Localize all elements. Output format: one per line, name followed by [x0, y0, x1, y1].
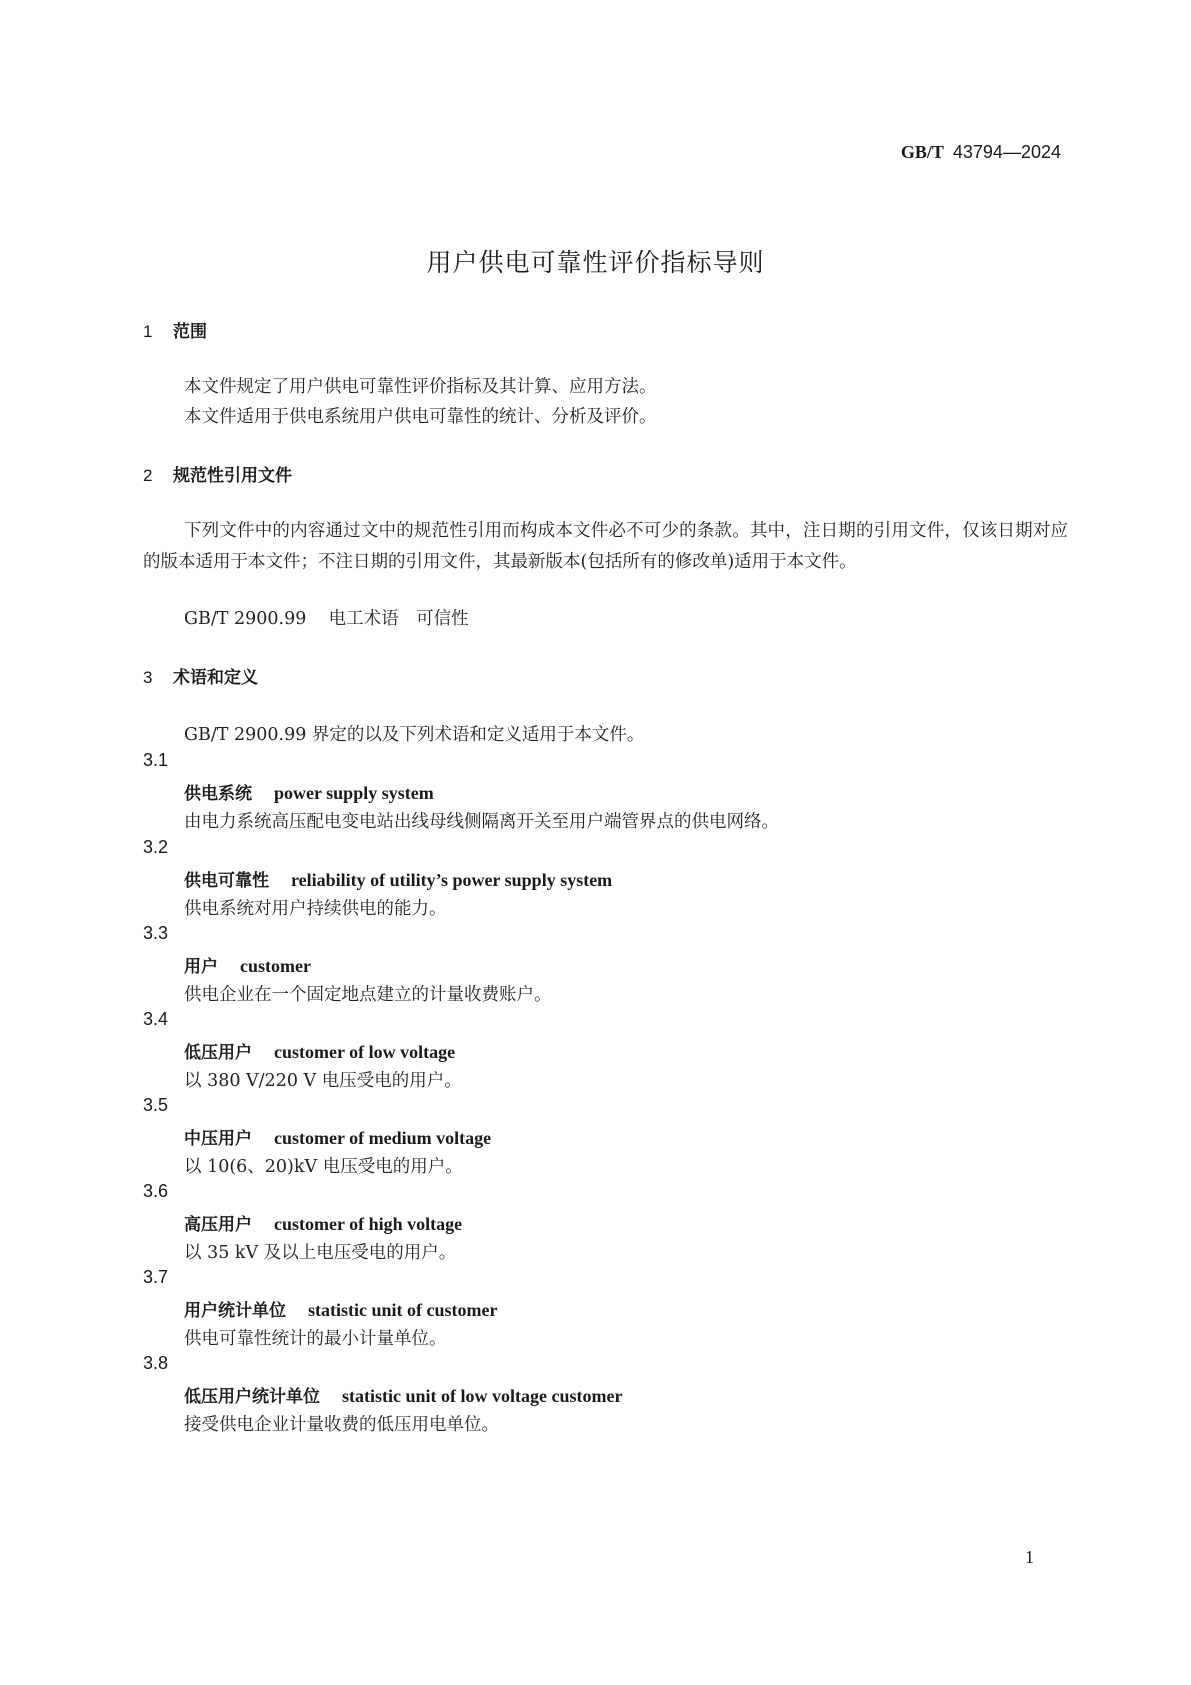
clause-number: 3.5: [143, 1095, 169, 1115]
term-zh: 用户: [184, 957, 218, 977]
page-number: 1: [1025, 1547, 1034, 1567]
term-zh: 低压用户统计单位: [184, 1387, 320, 1407]
normative-reference: [184, 605, 469, 630]
clause-number: 3.4: [143, 1009, 169, 1029]
standard-prefix: GB/T: [900, 142, 944, 162]
section-number: 2: [143, 466, 153, 485]
term-entry: [184, 952, 311, 977]
term-en: customer of medium voltage: [274, 1128, 492, 1148]
clause-number: 3.6: [143, 1181, 169, 1201]
term-definition: 以 10(6、20)kV 电压受电的用户。: [184, 1157, 463, 1177]
reference-title: 电工术语 可信性: [328, 609, 469, 629]
term-zh: 低压用户: [184, 1043, 252, 1063]
term-definition: 以 380 V/220 V 电压受电的用户。: [184, 1071, 462, 1091]
term-en: statistic unit of low voltage customer: [342, 1386, 623, 1406]
term-definition: 以 35 kV 及以上电压受电的用户。: [184, 1243, 457, 1263]
term-entry: [184, 779, 434, 804]
term-zh: 用户统计单位: [184, 1301, 286, 1321]
term-definition: 供电可靠性统计的最小计量单位。: [184, 1329, 447, 1349]
section-heading-1: [143, 317, 207, 342]
term-entry: [184, 866, 612, 891]
term-en: power supply system: [274, 783, 434, 803]
clause-number: 3.8: [143, 1353, 169, 1373]
term-definition: 供电企业在一个固定地点建立的计量收费账户。: [184, 985, 552, 1005]
term-zh: 中压用户: [184, 1129, 252, 1149]
paragraph: 本文件适用于供电系统用户供电可靠性的统计、分析及评价。: [184, 407, 657, 427]
standard-code: [901, 142, 1061, 163]
term-definition: 接受供电企业计量收费的低压用电单位。: [184, 1415, 499, 1435]
section-title: 范围: [173, 322, 207, 342]
term-zh: 供电系统: [184, 784, 252, 804]
reference-code: GB/T 2900.99: [184, 609, 307, 629]
term-entry: [184, 1038, 455, 1063]
clause-number: 3.3: [143, 923, 169, 943]
term-en: reliability of utility’s power supply system: [291, 870, 613, 890]
document-title: 用户供电可靠性评价指标导则: [426, 248, 765, 277]
term-entry: [184, 1210, 462, 1235]
term-entry: [184, 1382, 622, 1407]
section-title: 术语和定义: [173, 668, 258, 688]
section-heading-3: [143, 663, 258, 688]
term-definition: 由电力系统高压配电变电站出线母线侧隔离开关至用户端管界点的供电网络。: [184, 812, 779, 832]
section-heading-2: [143, 461, 292, 486]
term-entry: [184, 1124, 491, 1149]
term-zh: 高压用户: [184, 1215, 252, 1235]
term-definition: 供电系统对用户持续供电的能力。: [184, 899, 447, 919]
clause-number: 3.2: [143, 837, 169, 857]
standard-number: 43794—2024: [952, 142, 1061, 162]
term-en: customer of high voltage: [274, 1214, 463, 1234]
term-zh: 供电可靠性: [184, 871, 269, 891]
paragraph: 下列文件中的内容通过文中的规范性引用而构成本文件必不可少的条款。其中，注日期的引用文件，仅该日期对应的版本适用于本文件；不注日期的引用文件，其最新版本(包括所有的修改单)适用于本文件。: [143, 521, 1068, 572]
term-en: customer of low voltage: [274, 1042, 456, 1062]
clause-number: 3.7: [143, 1267, 169, 1287]
clause-number: 3.1: [143, 750, 169, 770]
section-number: 1: [143, 322, 153, 341]
term-en: statistic unit of customer: [308, 1300, 498, 1320]
term-en: customer: [240, 956, 311, 976]
term-entry: [184, 1296, 497, 1321]
section-title: 规范性引用文件: [173, 466, 292, 486]
paragraph: 本文件规定了用户供电可靠性评价指标及其计算、应用方法。: [184, 377, 657, 397]
paragraph: GB/T 2900.99 界定的以及下列术语和定义适用于本文件。: [184, 725, 645, 745]
section-number: 3: [143, 668, 153, 687]
